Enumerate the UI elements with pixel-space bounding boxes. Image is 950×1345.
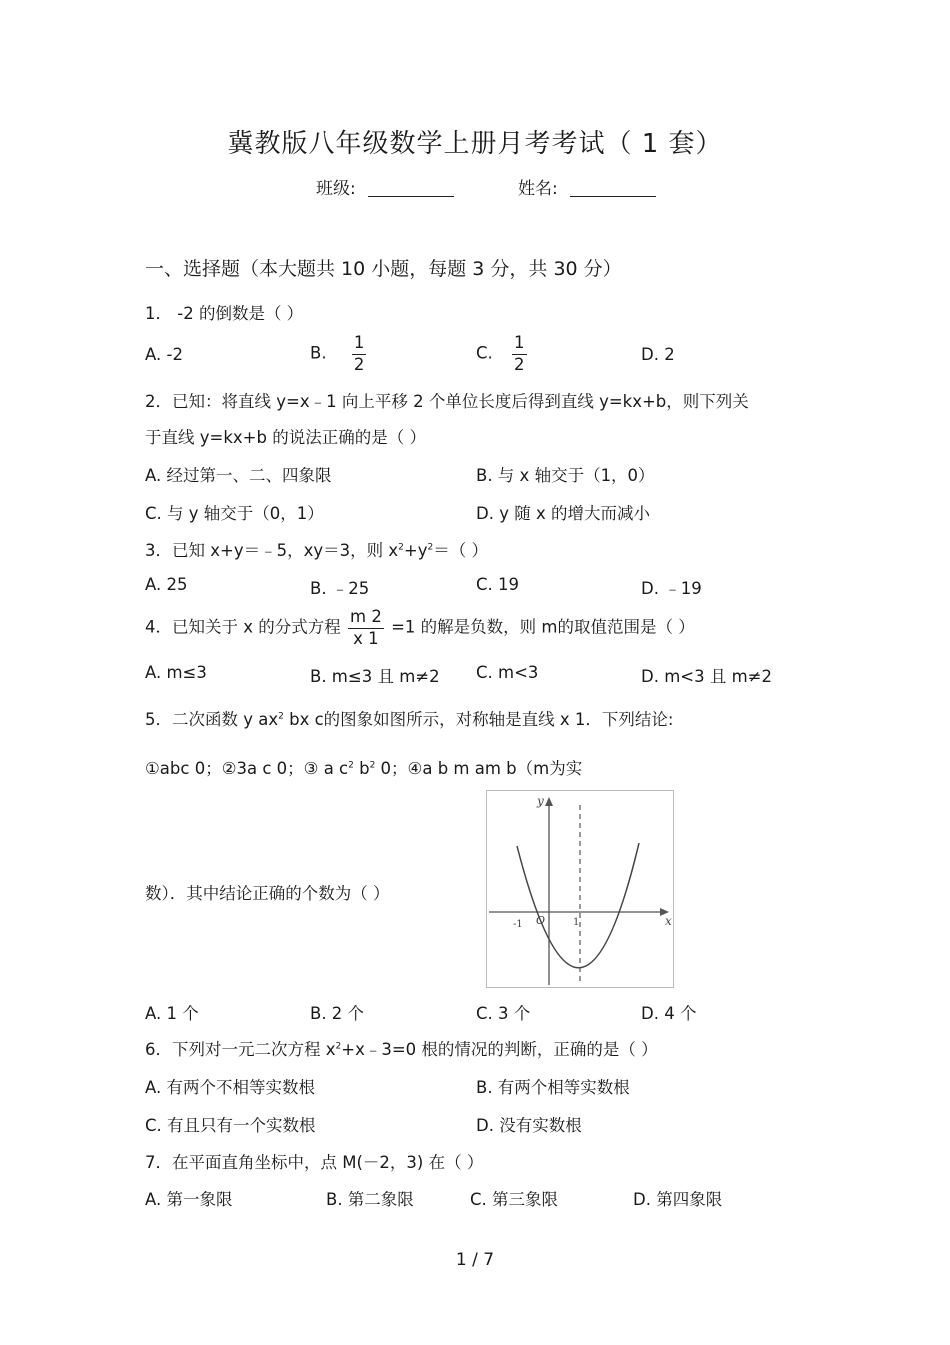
q1-option-b-prefix: B. [310, 343, 327, 363]
q6-option-a: A. 有两个不相等实数根 [145, 1078, 315, 1097]
q6-exponent: 2 [335, 1041, 342, 1052]
q5-exponent: 2 [348, 760, 354, 771]
page-number: 1 / 7 [455, 1250, 495, 1270]
q3-exponent: 2 [427, 542, 434, 553]
q1-stem: 1． -2 的倒数是（ ） [145, 304, 304, 323]
q5-stem-line2 [145, 755, 582, 779]
parabola-graph-svg [487, 791, 673, 987]
q7-option-d: D. 第四象限 [633, 1190, 723, 1209]
parabola-graph [486, 790, 674, 988]
class-blank [368, 178, 454, 197]
q3-exponent: 2 [398, 542, 404, 553]
q5-stem-part: bx c的图象如图所示，对称轴是直线 x 1．下列结论: [283, 710, 674, 729]
q3-stem-part: 3．已知 x+y＝﹣5，xy＝3，则 x [145, 541, 399, 560]
q7-stem: 7．在平面直角坐标中，点 M(－2，3) 在（ ） [145, 1153, 484, 1172]
q6-stem-part: 6．下列对一元二次方程 x [145, 1040, 336, 1059]
q7-option-c: C. 第三象限 [470, 1190, 559, 1209]
section-heading: 一、选择题（本大题共 10 小题，每题 3 分，共 30 分） [145, 258, 622, 280]
name-label: 姓名: [518, 179, 558, 199]
q4-option-d: D. m<3 且 m≠2 [641, 667, 772, 686]
q3-option-d: D. ﹣19 [641, 579, 702, 598]
q5-stem-line3: 数）．其中结论正确的个数为（ ） [145, 884, 390, 903]
name-field [518, 174, 656, 199]
origin-label: O [536, 914, 546, 927]
q4-option-c: C. m<3 [476, 663, 539, 682]
q7-option-a: A. 第一象限 [145, 1190, 233, 1209]
q4-option-a: A. m≤3 [145, 663, 207, 682]
class-label: 班级: [316, 179, 356, 199]
page-title: 冀教版八年级数学上册月考考试（ 1 套） [227, 129, 723, 159]
q6-option-c: C. 有且只有一个实数根 [145, 1116, 316, 1135]
fraction-denominator: x 1 [348, 628, 384, 650]
x-axis-label: x [665, 914, 672, 928]
q5-exponent: 2 [278, 711, 284, 722]
q5-option-b: B. 2 个 [310, 1004, 365, 1023]
q3-stem-part: +y [403, 541, 428, 560]
q4-fraction [348, 607, 384, 649]
q5-stem-line1 [145, 706, 674, 730]
q4-option-b: B. m≤3 且 m≠2 [310, 667, 440, 686]
q1-option-c [476, 333, 527, 375]
fraction-denominator: 2 [514, 354, 525, 374]
q2-option-c: C. 与 y 轴交于（0，1） [145, 504, 324, 523]
parabola-curve [517, 843, 639, 968]
tick-label-1: 1 [573, 917, 580, 928]
q1-option-d: D. 2 [641, 345, 675, 364]
tick-label-neg1: -1 [513, 919, 523, 930]
q7-option-b: B. 第二象限 [326, 1190, 414, 1209]
q4-stem-part: =1 的解是负数，则 m的取值范围是（ ） [391, 617, 695, 637]
q5-stem-part: 0；④a b m am b（m为实 [375, 759, 583, 778]
q6-option-d: D. 没有实数根 [476, 1116, 582, 1135]
q3-stem [145, 537, 488, 561]
q5-stem-part: 5．二次函数 y ax [145, 710, 279, 729]
q2-stem-line1: 2．已知：将直线 y=x﹣1 向上平移 2 个单位长度后得到直线 y=kx+b，则下列关 [145, 392, 749, 411]
q1-option-b-fraction [352, 333, 367, 375]
fraction-numerator: 1 [514, 333, 525, 352]
y-axis-arrow-icon [545, 797, 553, 806]
q4-stem-part: 4．已知关于 x 的分式方程 [145, 617, 341, 637]
q5-option-c: C. 3 个 [476, 1004, 531, 1023]
q2-option-d: D. y 随 x 的增大而减小 [476, 504, 650, 523]
q6-stem-part: +x﹣3=0 根的情况的判断，正确的是（ ） [341, 1040, 658, 1059]
name-blank [570, 178, 656, 197]
q5-stem-part: ①abc 0；②3a c 0；③ a c [145, 759, 349, 778]
q5-option-d: D. 4 个 [641, 1004, 697, 1023]
fraction-denominator: 2 [353, 354, 365, 374]
q2-option-a: A. 经过第一、二、四象限 [145, 466, 332, 485]
q2-stem-line2: 于直线 y=kx+b 的说法正确的是（ ） [145, 428, 426, 447]
q1-option-a: A. -2 [145, 345, 183, 364]
q3-option-b: B. ﹣25 [310, 579, 370, 598]
q6-option-b: B. 有两个相等实数根 [476, 1078, 630, 1097]
q2-option-b: B. 与 x 轴交于（1，0） [476, 466, 655, 485]
q1-option-c-fraction [512, 333, 527, 375]
q5-exponent: 2 [369, 760, 376, 771]
q6-stem [145, 1036, 658, 1060]
fraction-numerator: 1 [353, 333, 365, 352]
q3-option-a: A. 25 [145, 575, 188, 594]
q1-option-b [310, 333, 366, 375]
q4-stem [145, 607, 695, 649]
q1-option-c-prefix: C. [476, 343, 493, 363]
q5-option-a: A. 1 个 [145, 1004, 199, 1023]
q3-option-c: C. 19 [476, 575, 520, 594]
y-axis-label: y [537, 794, 544, 808]
class-field [316, 174, 454, 199]
q3-stem-part: ＝（ ） [433, 541, 488, 560]
fraction-numerator: m 2 [350, 607, 382, 626]
q5-stem-part: b [353, 759, 370, 778]
